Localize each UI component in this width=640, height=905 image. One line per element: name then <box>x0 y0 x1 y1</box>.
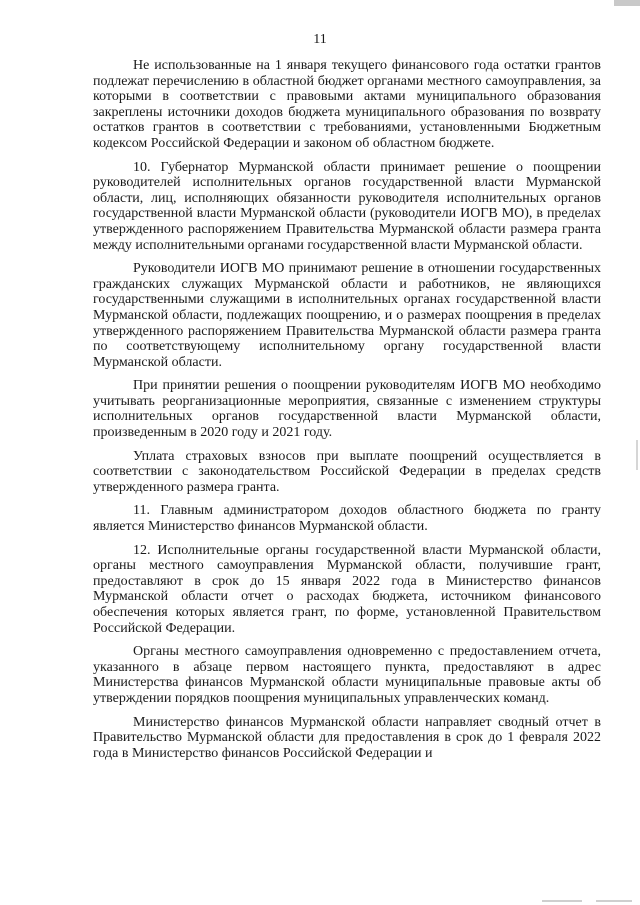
paragraph-unused-grant-balances: Не использованные на 1 января текущего финансового года остатки грантов подлежат перечислению в областной бюджет органами местного самоуправления, за которыми в соответствии с правовыми актами муниципального образования закреплены источники доходов бюджета муниципального образования по возврату остатков грантов в соответствии с требованиями, установленными Бюджетным кодексом Российской Федерации и законом об областном бюджете. <box>93 58 601 151</box>
document-body <box>93 58 601 761</box>
scan-mark-bottom-a <box>542 900 582 902</box>
paragraph-reorganization: При принятии решения о поощрении руководителям ИОГВ МО необходимо учитывать реорганизационные мероприятия, связанные с изменением структуры исполнительных органов государственной власти Мурманской области, произведенным в 2020 году и 2021 году. <box>93 378 601 441</box>
paragraph-insurance-contributions: Уплата страховых взносов при выплате поощрений осуществляется в соответствии с законодательством Российской Федерации в пределах средств утвержденного размера гранта. <box>93 448 601 495</box>
paragraph-heads-decision: Руководители ИОГВ МО принимают решение в отношении государственных гражданских служащих Мурманской области и работников, не являющихся государственными служащими в исполнительных органах государственной власти Мурманской области, подлежащих поощрению, и о размерах поощрения в пределах утвержденного распоряжением Правительства Мурманской области размера гранта по соответствующему исполнительному органу государственной власти Мурманской области. <box>93 261 601 370</box>
scan-mark-top-right <box>614 0 640 6</box>
paragraph-item-12-reporting: 12. Исполнительные органы государственной власти Мурманской области, органы местного самоуправления Мурманской области, получившие грант, предоставляют в срок до 15 января 2022 года в Министерство финансов Мурманской области отчет о расходах бюджета, источником финансового обеспечения которых является грант, по форме, установленной Правительством Российской Федерации. <box>93 542 601 636</box>
paragraph-item-10-governor-decision: 10. Губернатор Мурманской области принимает решение о поощрении руководителей исполнительных органов государственной власти Мурманской области, лиц, исполняющих обязанности руководителя исполнительных органов государственной власти Мурманской области (руководители ИОГВ МО), в пределах утвержденного распоряжением Правительства Мурманской области размера гранта между исполнительными органами государственной власти Мурманской области. <box>93 159 601 253</box>
paragraph-item-11-administrator: 11. Главным администратором доходов областного бюджета по гранту является Министерство финансов Мурманской области. <box>93 503 601 535</box>
page-number: 11 <box>313 32 327 47</box>
scan-mark-right-edge <box>636 440 638 470</box>
paragraph-summary-report: Министерство финансов Мурманской области направляет сводный отчет в Правительство Мурманской области для предоставления в срок до 1 февраля 2022 года в Министерство финансов Российской Федерации и <box>93 714 601 761</box>
scan-mark-bottom-b <box>596 900 632 902</box>
paragraph-local-government-acts: Органы местного самоуправления одновременно с предоставлением отчета, указанного в абзаце первом настоящего пункта, предоставляют в адрес Министерства финансов Мурманской области муниципальные правовые акты об утверждении порядков поощрения муниципальных управленческих команд. <box>93 644 601 706</box>
